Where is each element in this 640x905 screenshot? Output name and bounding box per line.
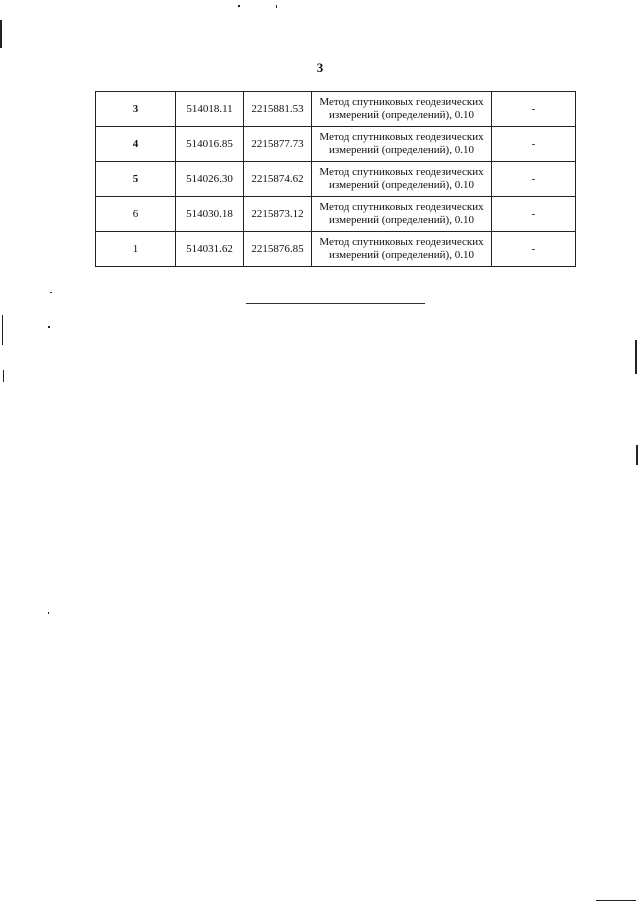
point-number: 3	[96, 92, 176, 127]
point-number: 4	[96, 127, 176, 162]
x-coordinate: 514030.18	[176, 197, 244, 232]
note-cell: -	[492, 127, 576, 162]
point-number: 1	[96, 232, 176, 267]
method-line-1: Метод спутниковых геодезических	[319, 131, 484, 143]
end-rule	[246, 303, 425, 304]
table-row	[96, 162, 576, 197]
y-coordinate: 2215877.73	[244, 127, 312, 162]
scan-mark	[48, 326, 50, 328]
note-cell: -	[492, 92, 576, 127]
method-cell	[312, 232, 492, 267]
table-row	[96, 92, 576, 127]
method-line-1: Метод спутниковых геодезических	[319, 96, 484, 108]
method-line-2: измерений (определений), 0.10	[329, 109, 474, 121]
point-number: 5	[96, 162, 176, 197]
x-coordinate: 514016.85	[176, 127, 244, 162]
y-coordinate: 2215874.62	[244, 162, 312, 197]
method-cell	[312, 92, 492, 127]
scan-mark	[48, 612, 49, 614]
coordinates-table	[95, 91, 576, 267]
table-row	[96, 232, 576, 267]
method-line-2: измерений (определений), 0.10	[329, 179, 474, 191]
scan-mark	[596, 900, 636, 901]
table-row	[96, 127, 576, 162]
note-cell: -	[492, 232, 576, 267]
x-coordinate: 514018.11	[176, 92, 244, 127]
x-coordinate: 514031.62	[176, 232, 244, 267]
method-line-2: измерений (определений), 0.10	[329, 144, 474, 156]
method-cell	[312, 127, 492, 162]
method-line-1: Метод спутниковых геодезических	[319, 236, 484, 248]
y-coordinate: 2215873.12	[244, 197, 312, 232]
y-coordinate: 2215876.85	[244, 232, 312, 267]
page-number: 3	[316, 60, 324, 75]
y-coordinate: 2215881.53	[244, 92, 312, 127]
scan-mark	[636, 445, 638, 465]
scan-mark	[635, 340, 637, 374]
method-line-1: Метод спутниковых геодезических	[319, 201, 484, 213]
scan-mark	[238, 5, 240, 7]
scan-mark	[0, 20, 2, 48]
method-line-2: измерений (определений), 0.10	[329, 214, 474, 226]
scan-mark	[50, 292, 52, 293]
scan-mark	[3, 370, 4, 382]
method-line-1: Метод спутниковых геодезических	[319, 166, 484, 178]
point-number: 6	[96, 197, 176, 232]
note-cell: -	[492, 162, 576, 197]
x-coordinate: 514026.30	[176, 162, 244, 197]
method-line-2: измерений (определений), 0.10	[329, 249, 474, 261]
scan-mark	[276, 5, 277, 8]
scan-mark	[2, 315, 3, 345]
method-cell	[312, 197, 492, 232]
note-cell: -	[492, 197, 576, 232]
table-row	[96, 197, 576, 232]
method-cell	[312, 162, 492, 197]
